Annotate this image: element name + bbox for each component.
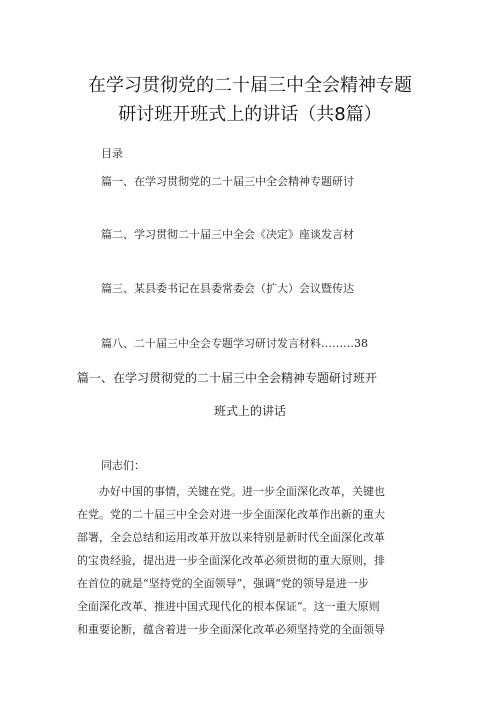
- toc-item-3[interactable]: 篇三、某县委书记在县委常委会（扩大）会议暨传达: [101, 282, 354, 295]
- body-line-5: 在首位的就是“坚持党的全面领导”，强调“党的领导是进一步: [77, 577, 369, 590]
- section-title-line-2: 班式上的讲话: [213, 404, 286, 418]
- toc-item-2[interactable]: 篇二、学习贯彻二十届三中全会《决定》座谈发言材: [101, 228, 354, 241]
- toc-item-8[interactable]: 篇八、二十届三中全会专题学习研讨发言材料………38: [101, 337, 368, 350]
- toc-heading: 目录: [101, 147, 123, 160]
- document-title-line-2: 研讨班开班式上的讲话（共8篇）: [118, 104, 382, 125]
- section-title-line-1: 篇一、在学习贯彻党的二十届三中全会精神专题研讨班开: [77, 371, 378, 385]
- toc-item-1[interactable]: 篇一、在学习贯彻党的二十届三中全会精神专题研讨: [101, 175, 354, 188]
- body-line-4: 的宝贵经验，提出进一步全面深化改革必须贯彻的重大原则，排: [77, 554, 385, 567]
- body-line-2: 在党。党的二十届三中全会对进一步全面深化改革作出新的重大: [77, 508, 385, 521]
- body-line-1: 办好中国的事情，关键在党。进一步全面深化改革，关键也: [99, 485, 385, 498]
- body-line-3: 部署，全会总结和运用改革开放以来特别是新时代全面深化改革: [77, 531, 385, 544]
- body-line-6: 全面深化改革、推进中国式现代化的根本保证”。这一重大原则: [77, 600, 380, 613]
- body-line-7: 和重要论断，蕴含着进一步全面深化改革必须坚持党的全面领导: [77, 623, 385, 636]
- salutation: 同志们：: [101, 459, 145, 472]
- document-title-line-1: 在学习贯彻党的二十届三中全会精神专题: [88, 75, 412, 96]
